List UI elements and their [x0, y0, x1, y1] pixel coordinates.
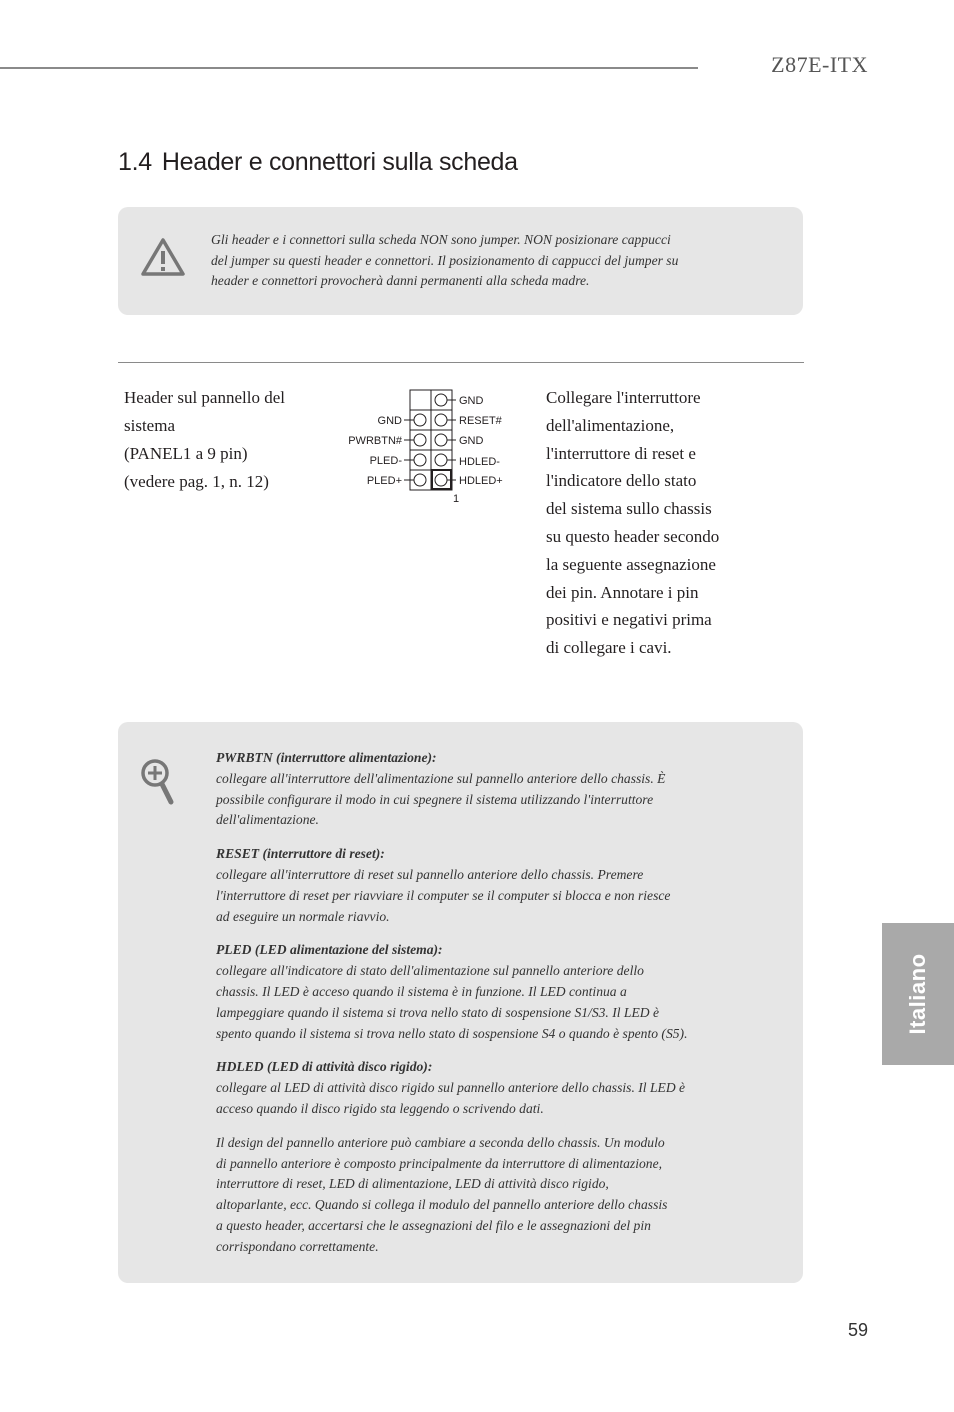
- note-line: spento quando il sistema si trova nello stato di sospensione S4 o quando è spento (S5).: [216, 1025, 688, 1041]
- description-line: l'indicatore dello stato: [546, 471, 697, 491]
- pin: [435, 474, 447, 486]
- section-divider: [118, 362, 804, 363]
- panel-header-description: [546, 384, 756, 662]
- pin: [435, 394, 447, 406]
- pin: [414, 414, 426, 426]
- description-line: dei pin. Annotare i pin: [546, 582, 699, 602]
- note-line: dell'alimentazione.: [216, 812, 319, 828]
- description-line: l'interruttore di reset e: [546, 443, 696, 463]
- pin: [435, 414, 447, 426]
- pin: [414, 454, 426, 466]
- pin-label-left: PLED-: [369, 455, 402, 467]
- caution-line: del jumper su questi header e connettori. Il posizionamento di cappucci del jumper su: [211, 252, 679, 268]
- pin-label-right: GND: [459, 435, 484, 447]
- note-heading: PWRBTN (interruttore alimentazione):: [216, 750, 437, 765]
- page-number: 59: [847, 1320, 868, 1340]
- description-line: del sistema sullo chassis: [546, 499, 712, 519]
- note-line: collegare all'interruttore di reset sul pannello anteriore dello chassis. Premere: [216, 866, 644, 882]
- note-content: [216, 748, 746, 1271]
- language-tab-label: Italiano: [905, 953, 930, 1035]
- note-line: possibile configurare il modo in cui spegnere il sistema utilizzando l'interruttore: [216, 791, 654, 807]
- panel-header-line: sistema: [124, 416, 175, 435]
- note-heading: HDLED (LED di attività disco rigido):: [216, 1059, 433, 1075]
- note-line: acceso quando il disco rigido sta leggendo o scrivendo dati.: [216, 1100, 544, 1116]
- caution-box: [118, 207, 803, 315]
- magnifier-plus-icon: [140, 756, 176, 806]
- note-general: [216, 1133, 746, 1258]
- pin-label-right: HDLED+: [459, 475, 503, 487]
- description-line: di collegare i cavi.: [546, 638, 672, 658]
- section-number: 1.4: [118, 148, 152, 176]
- pin-label-right: GND: [459, 395, 484, 407]
- caution-line: header e connettori provocherà danni permanenti alla scheda madre.: [211, 273, 590, 288]
- note-pwrbtn: [216, 748, 746, 831]
- description-line: positivi e negativi prima: [546, 610, 712, 630]
- caution-line: Gli header e i connettori sulla scheda NON sono jumper. NON posizionare cappucci: [211, 232, 671, 247]
- note-line: l'interruttore di reset per riavviare il computer se il computer si blocca e non riesce: [216, 887, 671, 903]
- pin-label-right: RESET#: [459, 415, 502, 427]
- language-tab: [882, 923, 954, 1065]
- pin-one-label: 1: [453, 493, 460, 505]
- description-line: su questo header secondo: [546, 526, 720, 546]
- note-line: corrispondano correttamente.: [216, 1238, 379, 1254]
- note-line: di pannello anteriore è composto principalmente da interruttore di alimentazione,: [216, 1155, 663, 1171]
- note-hdled: [216, 1057, 746, 1119]
- note-heading: RESET (interruttore di reset):: [216, 846, 385, 862]
- description-line: dell'alimentazione,: [546, 415, 675, 435]
- note-line: collegare all'indicatore di stato dell'alimentazione sul pannello anteriore dello: [216, 963, 644, 979]
- note-heading: PLED (LED alimentazione del sistema):: [216, 942, 443, 958]
- note-line: lampeggiare quando il sistema si trova nello stato di sospensione S1/S3. Il LED è: [216, 1004, 660, 1020]
- note-line: collegare al LED di attività disco rigido sul pannello anteriore dello chassis. Il LED è: [216, 1080, 686, 1096]
- pin: [435, 454, 447, 466]
- pin: [414, 474, 426, 486]
- panel-header-line: (vedere pag. 1, n. 12): [124, 472, 269, 491]
- section-title-text: Header e connettori sulla scheda: [161, 148, 518, 176]
- note-line: interruttore di reset, LED di alimentazione, LED di attività disco rigido,: [216, 1176, 609, 1192]
- pin: [414, 434, 426, 446]
- note-line: altoparlante, ecc. Quando si collega il modulo del pannello anteriore dello chassis: [216, 1197, 668, 1213]
- description-line: la seguente assegnazione: [546, 554, 716, 574]
- panel1-pin-diagram: [340, 388, 530, 508]
- pin-label-left: PWRBTN#: [348, 435, 402, 447]
- panel-header-title: [124, 384, 324, 496]
- pin-label-left: PLED+: [366, 475, 402, 487]
- note-line: Il design del pannello anteriore può cambiare a seconda dello chassis. Un modulo: [216, 1134, 665, 1150]
- top-rule: [0, 67, 698, 69]
- caution-text: [211, 230, 741, 292]
- note-line: a questo header, accertarsi che le assegnazioni del filo e le assegnazioni del pin: [216, 1217, 651, 1233]
- note-pled: [216, 940, 746, 1044]
- note-line: collegare all'interruttore dell'alimentazione sul pannello anteriore dello chassis. È: [216, 770, 666, 786]
- pin: [435, 434, 447, 446]
- panel-header-line: Header sul pannello del: [124, 388, 285, 407]
- warning-triangle-icon: [140, 237, 186, 277]
- panel-header-line: (PANEL1 a 9 pin): [124, 444, 248, 463]
- note-reset: [216, 844, 746, 927]
- section-title: [118, 148, 518, 177]
- description-line: Collegare l'interruttore: [546, 388, 701, 407]
- note-line: ad eseguire un normale riavvio.: [216, 908, 390, 924]
- note-line: chassis. Il LED è acceso quando il sistema è in funzione. Il LED continua a: [216, 983, 627, 999]
- note-box: [118, 722, 803, 1283]
- model-name: Z87E-ITX: [771, 52, 868, 77]
- pin-label-right: HDLED-: [459, 456, 500, 468]
- pin-label-left: GND: [377, 415, 402, 427]
